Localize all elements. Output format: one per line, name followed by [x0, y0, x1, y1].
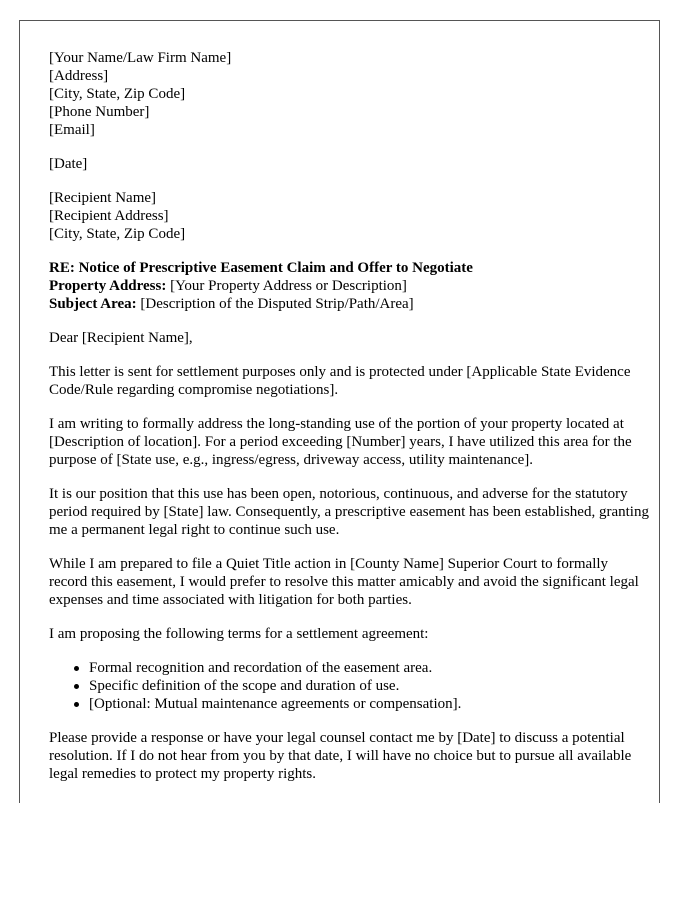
recipient-block	[49, 189, 649, 243]
property-address-line	[49, 277, 649, 295]
list-item	[89, 659, 649, 677]
salutation: Dear [Recipient Name],	[49, 330, 193, 346]
sender-email: [Email]	[49, 122, 95, 138]
term-text: Formal recognition and recordation of the easement area.	[89, 660, 433, 676]
paragraph-legal-position: It is our position that this use has been open, notorious, continuous, and adverse for the statutory period required by [State] law. Consequently, a prescriptive easement has been established, granting me a permanent legal right to continue such use.	[49, 486, 649, 538]
bullet-icon	[74, 684, 79, 689]
bullet-icon	[74, 666, 79, 671]
paragraph-quiet-title: While I am prepared to file a Quiet Title action in [County Name] Superior Court to formally record this easement, I would prefer to resolve this matter amicably and avoid the significant legal expenses and time associated with litigation for both parties.	[49, 556, 639, 608]
term-text: Specific definition of the scope and duration of use.	[89, 678, 400, 694]
property-address-label: Property Address:	[49, 278, 167, 294]
letter-body	[49, 49, 649, 799]
sender-block	[49, 49, 649, 139]
re-line	[49, 259, 649, 277]
paragraph-terms-intro: I am proposing the following terms for a settlement agreement:	[49, 626, 429, 642]
letter-page	[19, 20, 660, 803]
subject-area-value: [Description of the Disputed Strip/Path/Area]	[136, 296, 414, 312]
reference-block	[49, 259, 649, 313]
paragraph-use-description: I am writing to formally address the long-standing use of the portion of your property located at [Description of location]. For a period exceeding [Number] years, I have utilized this area for the purpose of [State use, e.g., ingress/egress, driveway access, utility maintenance].	[49, 416, 632, 468]
re-line-text: RE: Notice of Prescriptive Easement Claim and Offer to Negotiate	[49, 260, 473, 276]
list-item	[89, 677, 649, 695]
paragraph-settlement-notice: This letter is sent for settlement purposes only and is protected under [Applicable State Evidence Code/Rule regarding compromise negotiations].	[49, 364, 631, 398]
subject-area-label: Subject Area:	[49, 296, 137, 312]
sender-city-state-zip: [City, State, Zip Code]	[49, 86, 186, 102]
paragraph-response-request: Please provide a response or have your legal counsel contact me by [Date] to discuss a potential resolution. If I do not hear from you by that date, I will have no choice but to pursue all available legal remedies to protect my property rights.	[49, 730, 632, 782]
recipient-address: [Recipient Address]	[49, 208, 169, 224]
sender-phone: [Phone Number]	[49, 104, 150, 120]
date-block	[49, 155, 649, 173]
letter-date: [Date]	[49, 156, 88, 172]
property-address-value: [Your Property Address or Description]	[166, 278, 407, 294]
recipient-name: [Recipient Name]	[49, 190, 157, 206]
list-item	[89, 695, 649, 713]
sender-name: [Your Name/Law Firm Name]	[49, 50, 232, 66]
subject-area-line	[49, 295, 649, 313]
sender-address: [Address]	[49, 68, 109, 84]
term-text: [Optional: Mutual maintenance agreements or compensation].	[89, 696, 462, 712]
terms-list	[49, 659, 649, 713]
recipient-city-state-zip: [City, State, Zip Code]	[49, 226, 186, 242]
bullet-icon	[74, 702, 79, 707]
